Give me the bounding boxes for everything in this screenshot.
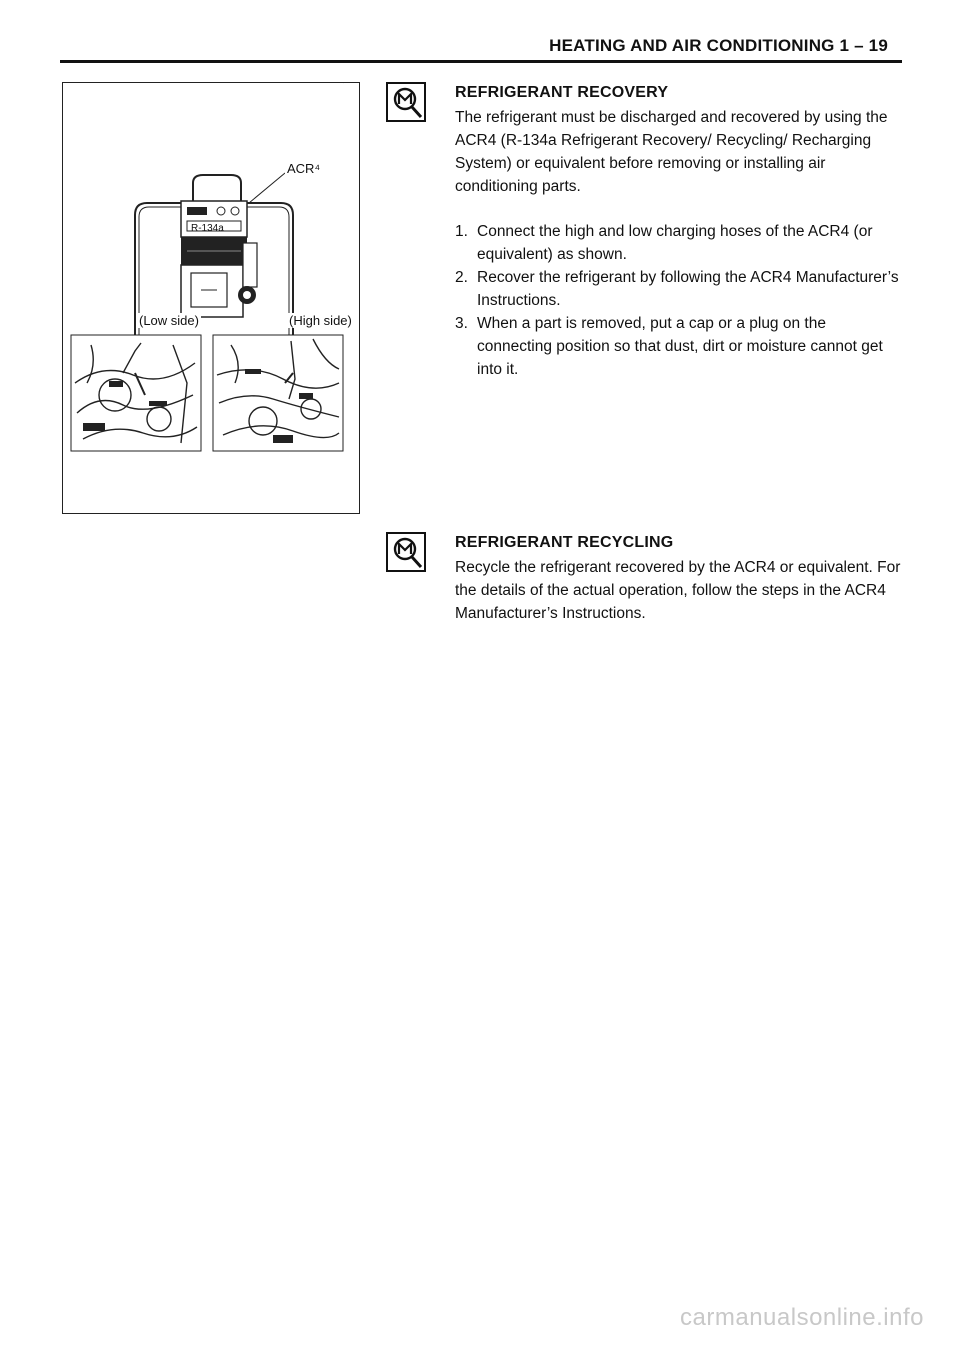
acr4-label: ACR⁴ bbox=[287, 161, 321, 176]
page-title: HEATING AND AIR CONDITIONING 1 – 19 bbox=[549, 36, 888, 55]
header-rule bbox=[60, 60, 902, 63]
recovery-steps bbox=[455, 220, 905, 381]
recovery-step: 2. Recover the refrigerant by following the ACR4 Manufacturer’s Instructions. bbox=[455, 269, 899, 309]
high-side-label: (High side) bbox=[289, 313, 352, 328]
recovery-step: 1. Connect the high and low charging hoses of the ACR4 (or equivalent) as shown. bbox=[455, 223, 873, 263]
low-side-label: (Low side) bbox=[139, 313, 199, 328]
refrigerant-recycling-section bbox=[455, 534, 905, 625]
recovery-heading: REFRIGERANT RECOVERY bbox=[455, 84, 669, 101]
recovery-step: 3. When a part is removed, put a cap or a plug on the connecting position so that dust, dirt or moisture cannot get into it. bbox=[455, 315, 883, 378]
refrigerant-recovery-section bbox=[455, 84, 905, 381]
recovery-intro: The refrigerant must be discharged and recovered by using the ACR4 (R-134a Refrigerant Recovery/ Recycling/ Recharging System) or equivalent before removing or installing air conditioning parts. bbox=[455, 109, 888, 195]
recovery-magnifier-icon bbox=[386, 82, 426, 122]
acr4-illustration bbox=[63, 83, 361, 515]
recycling-body: Recycle the refrigerant recovered by the ACR4 or equivalent. For the details of the actual operation, follow the steps in the ACR4 Manufacturer’s Instructions. bbox=[455, 559, 901, 622]
watermark: carmanualsonline.info bbox=[680, 1304, 924, 1331]
r134a-label: R-134a bbox=[191, 223, 224, 234]
acr4-connection-figure bbox=[62, 82, 360, 514]
recycling-heading: REFRIGERANT RECYCLING bbox=[455, 534, 674, 551]
recycling-magnifier-icon bbox=[386, 532, 426, 572]
